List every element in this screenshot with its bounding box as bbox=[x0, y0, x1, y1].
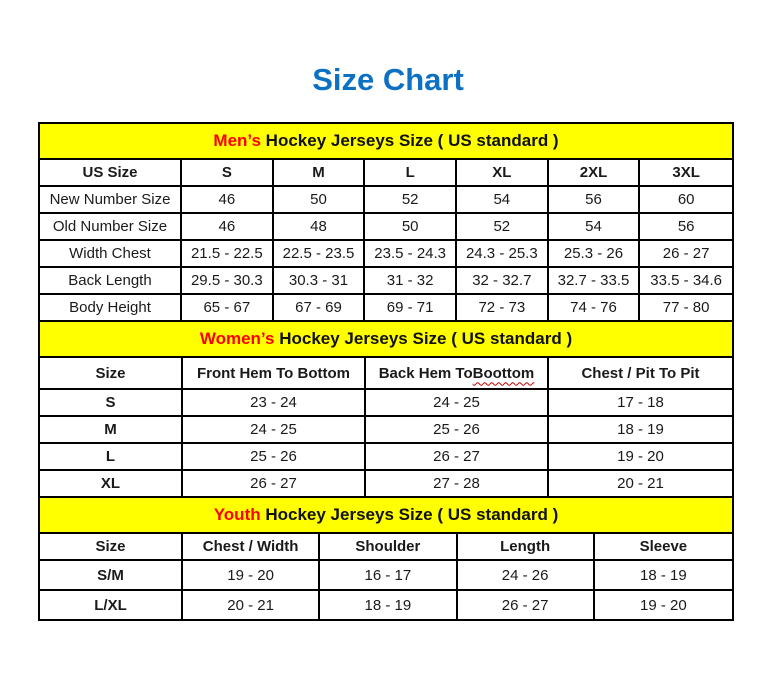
column-header: Chest / Pit To Pit bbox=[549, 358, 732, 390]
row-label: S/M bbox=[40, 561, 183, 591]
table-cell: 20 - 21 bbox=[183, 591, 320, 619]
table-row bbox=[40, 390, 732, 417]
table-cell: 18 - 19 bbox=[595, 561, 732, 591]
table-cell: 56 bbox=[640, 214, 732, 241]
misspelled-word: Boottom bbox=[472, 364, 535, 382]
table-cell: 24 - 26 bbox=[458, 561, 595, 591]
row-label: L bbox=[40, 444, 183, 471]
mens-section-title bbox=[40, 124, 732, 160]
table-row bbox=[40, 214, 732, 241]
table-row bbox=[40, 417, 732, 444]
row-label: Back Length bbox=[40, 268, 182, 295]
column-header: Size bbox=[40, 534, 183, 561]
table-cell: 50 bbox=[274, 187, 366, 214]
table-cell: 29.5 - 30.3 bbox=[182, 268, 274, 295]
table-cell: 77 - 80 bbox=[640, 295, 732, 322]
womens-rows bbox=[40, 358, 732, 498]
column-header: S bbox=[182, 160, 274, 187]
table-cell: 24 - 25 bbox=[366, 390, 549, 417]
table-cell: 26 - 27 bbox=[458, 591, 595, 619]
table-cell: 30.3 - 31 bbox=[274, 268, 366, 295]
youth-size-section bbox=[40, 498, 732, 619]
table-row bbox=[40, 241, 732, 268]
column-header: XL bbox=[457, 160, 549, 187]
table-cell: 52 bbox=[365, 187, 457, 214]
table-cell: 26 - 27 bbox=[640, 241, 732, 268]
table-row bbox=[40, 591, 732, 619]
table-cell: 33.5 - 34.6 bbox=[640, 268, 732, 295]
table-cell: 50 bbox=[365, 214, 457, 241]
section-title-text bbox=[214, 505, 559, 525]
column-header: L bbox=[365, 160, 457, 187]
column-header: Front Hem To Bottom bbox=[183, 358, 366, 390]
table-cell: 72 - 73 bbox=[457, 295, 549, 322]
table-cell: 18 - 19 bbox=[320, 591, 457, 619]
table-cell: 56 bbox=[549, 187, 641, 214]
table-cell: 69 - 71 bbox=[365, 295, 457, 322]
table-cell: 31 - 32 bbox=[365, 268, 457, 295]
section-title-text bbox=[200, 329, 572, 349]
table-cell: 18 - 19 bbox=[549, 417, 732, 444]
section-title-highlight: Youth bbox=[213, 505, 261, 524]
table-cell: 25.3 - 26 bbox=[549, 241, 641, 268]
column-header: Shoulder bbox=[320, 534, 457, 561]
table-row bbox=[40, 471, 732, 498]
table-cell: 48 bbox=[274, 214, 366, 241]
table-cell: 46 bbox=[182, 187, 274, 214]
table-cell: 52 bbox=[457, 214, 549, 241]
column-header: 3XL bbox=[640, 160, 732, 187]
column-header: US Size bbox=[40, 160, 182, 187]
youth-header-row bbox=[40, 534, 732, 561]
header-text: Back Hem To bbox=[378, 364, 473, 382]
column-header: Chest / Width bbox=[183, 534, 320, 561]
table-cell: 26 - 27 bbox=[366, 444, 549, 471]
table-cell: 23.5 - 24.3 bbox=[365, 241, 457, 268]
youth-section-title bbox=[40, 498, 732, 534]
table-cell: 46 bbox=[182, 214, 274, 241]
column-header: 2XL bbox=[549, 160, 641, 187]
row-label: XL bbox=[40, 471, 183, 498]
row-label: L/XL bbox=[40, 591, 183, 619]
table-cell: 54 bbox=[549, 214, 641, 241]
column-header bbox=[366, 358, 549, 390]
table-cell: 27 - 28 bbox=[366, 471, 549, 498]
mens-size-section bbox=[40, 124, 732, 322]
table-cell: 32.7 - 33.5 bbox=[549, 268, 641, 295]
table-cell: 65 - 67 bbox=[182, 295, 274, 322]
table-cell: 32 - 32.7 bbox=[457, 268, 549, 295]
youth-rows bbox=[40, 534, 732, 619]
table-cell: 16 - 17 bbox=[320, 561, 457, 591]
table-cell: 24 - 25 bbox=[183, 417, 366, 444]
table-cell: 19 - 20 bbox=[549, 444, 732, 471]
row-label: New Number Size bbox=[40, 187, 182, 214]
table-cell: 25 - 26 bbox=[183, 444, 366, 471]
row-label: S bbox=[40, 390, 183, 417]
column-header: Sleeve bbox=[595, 534, 732, 561]
table-row bbox=[40, 295, 732, 322]
table-row bbox=[40, 561, 732, 591]
table-cell: 21.5 - 22.5 bbox=[182, 241, 274, 268]
column-header: Length bbox=[458, 534, 595, 561]
table-cell: 19 - 20 bbox=[183, 561, 320, 591]
table-cell: 60 bbox=[640, 187, 732, 214]
womens-section-title bbox=[40, 322, 732, 358]
column-header: Size bbox=[40, 358, 183, 390]
section-title-highlight: Men’s bbox=[213, 131, 261, 150]
table-cell: 17 - 18 bbox=[549, 390, 732, 417]
row-label: M bbox=[40, 417, 183, 444]
table-cell: 67 - 69 bbox=[274, 295, 366, 322]
womens-size-section bbox=[40, 322, 732, 498]
table-cell: 25 - 26 bbox=[366, 417, 549, 444]
table-cell: 24.3 - 25.3 bbox=[457, 241, 549, 268]
section-title-rest: Hockey Jerseys Size ( US standard ) bbox=[260, 505, 559, 524]
womens-header-row bbox=[40, 358, 732, 390]
section-title-rest: Hockey Jerseys Size ( US standard ) bbox=[274, 329, 573, 348]
section-title-highlight: Women’s bbox=[199, 329, 275, 348]
page-title: Size Chart bbox=[312, 62, 464, 97]
row-label: Old Number Size bbox=[40, 214, 182, 241]
column-header: M bbox=[274, 160, 366, 187]
table-cell: 26 - 27 bbox=[183, 471, 366, 498]
size-chart-table bbox=[38, 122, 734, 621]
table-cell: 22.5 - 23.5 bbox=[274, 241, 366, 268]
table-cell: 23 - 24 bbox=[183, 390, 366, 417]
table-row bbox=[40, 187, 732, 214]
table-cell: 19 - 20 bbox=[640, 596, 687, 614]
section-title-text bbox=[213, 131, 558, 151]
table-cell: 54 bbox=[457, 187, 549, 214]
table-cell: 74 - 76 bbox=[549, 295, 641, 322]
table-cell: 20 - 21 bbox=[549, 471, 732, 498]
mens-header-row bbox=[40, 160, 732, 187]
section-title-rest: Hockey Jerseys Size ( US standard ) bbox=[260, 131, 559, 150]
row-label: Body Height bbox=[40, 295, 182, 322]
table-row bbox=[40, 268, 732, 295]
row-label: Width Chest bbox=[40, 241, 182, 268]
mens-rows bbox=[40, 160, 732, 322]
table-row bbox=[40, 444, 732, 471]
